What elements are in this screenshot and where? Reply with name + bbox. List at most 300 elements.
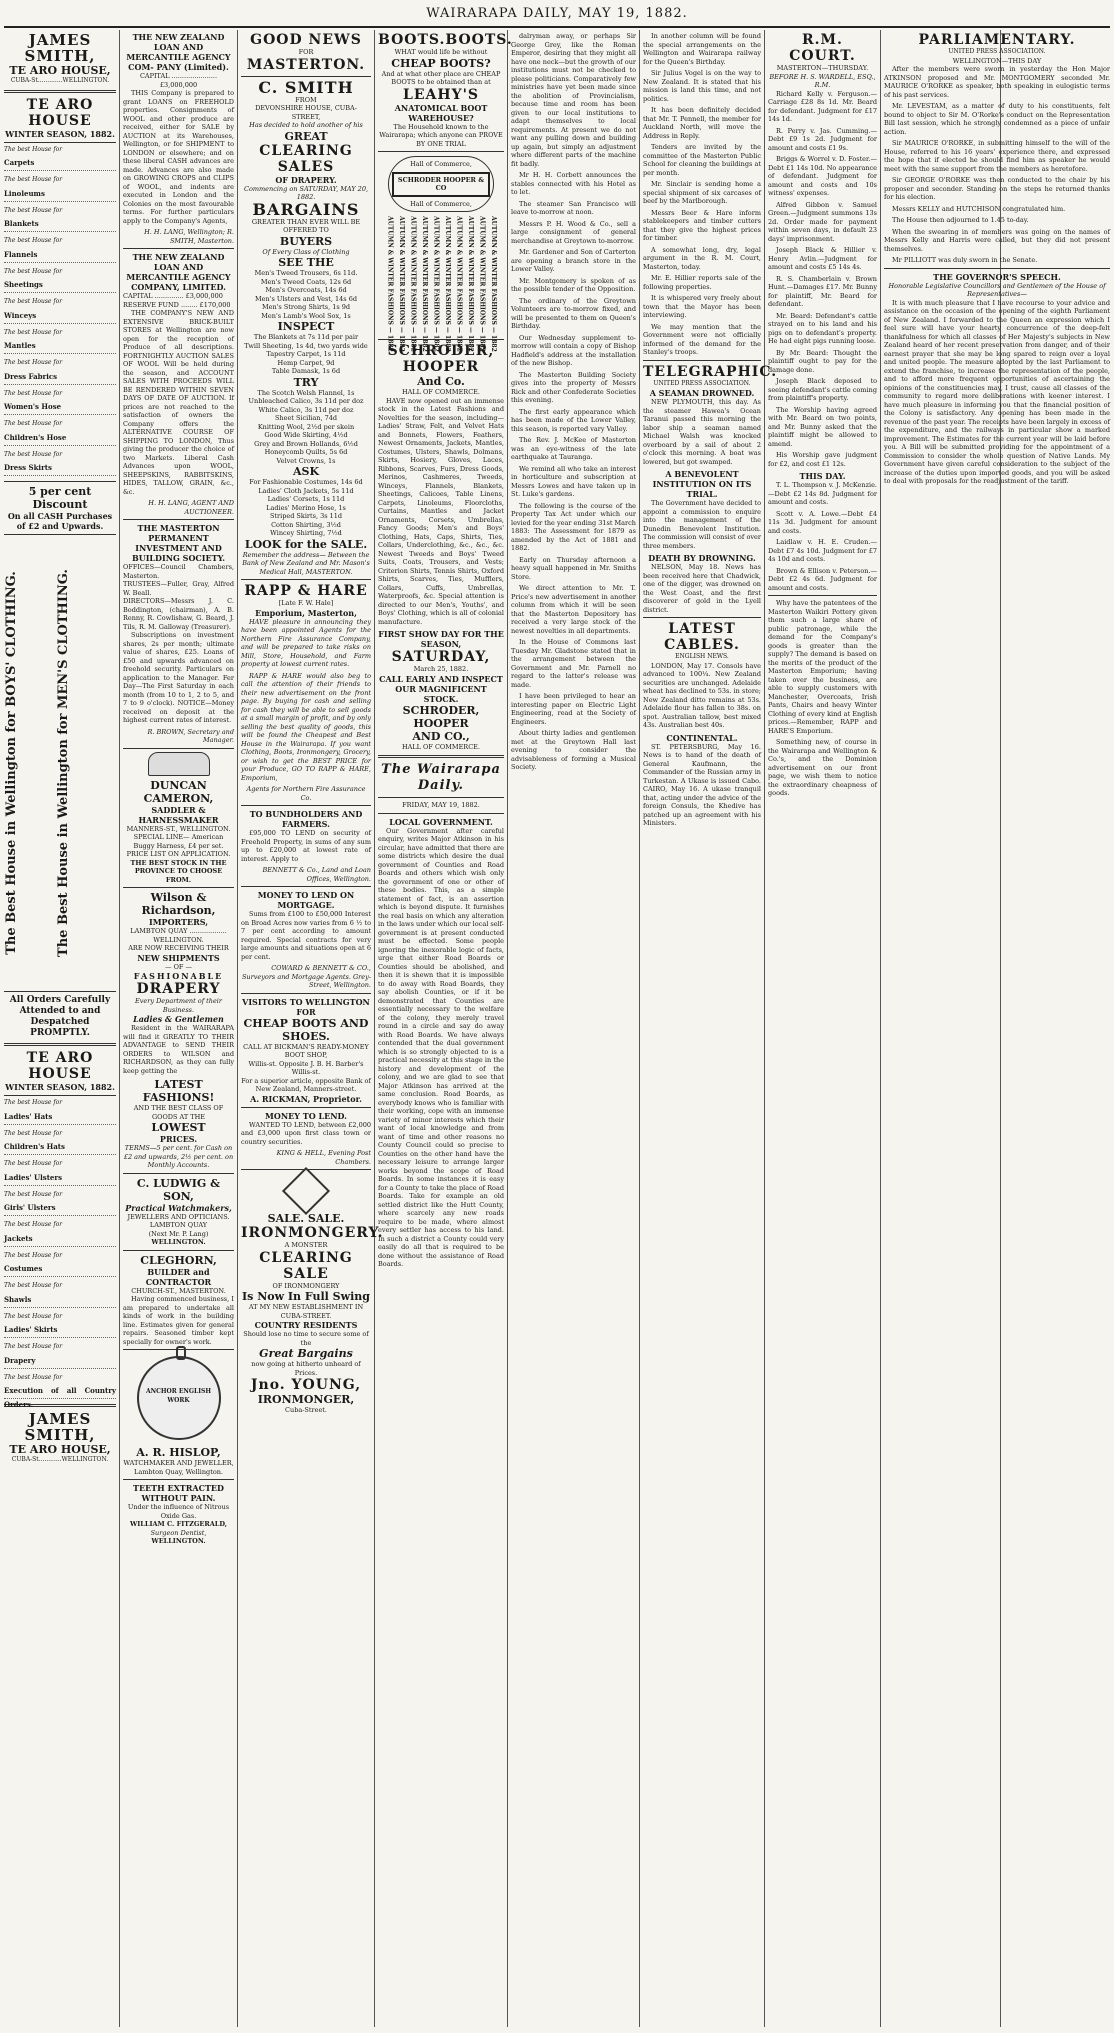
wilson-body: Resident in the WAIRARAPA will find it GREATLY TO THEIR ADVANTAGE to SEND THEIR ORDERS to WILSON and RICHARDSON, as they can fully keep getting the (123, 1024, 234, 1075)
call-early: CALL EARLY AND INSPECT OUR MAGNIFICENT STOCK. (379, 673, 503, 704)
capital-line-2: CAPITAL .............. £3,000,000 (123, 292, 223, 300)
autumn-fashions-line: AUTUMN & WINTER FASHIONS — 1882 (421, 216, 428, 352)
rapp-agents: Agents for Northern Fire Assurance Co. (246, 785, 366, 802)
stores-body: THE COMPANY'S NEW AND EXTENSIVE BRICK-BUILT STORES at Wellington are now open for the reception of Produce of all descriptions. FORTNIGHTLY AUCTION SALES OF WOOL Will be held during the season, and ACCOUNT SALES WITH PROCEEDS WILL BE RENDERED WITHIN SEVEN DAYS OF DATE OF AUCTION. If prices are not reached to the satisfaction of owners the Company offers the ALTERNATIVE COURSE OF SHIPPING TO LONDON, Thus giving the producer the choice of two Markets. Liberal Cash Advances upon WOOL, SHEEPSKINS, RABBITSKINS, HIDES, TALLOW, GRAIN, &c., &c. (123, 309, 234, 496)
masthead-rule (4, 26, 1110, 28)
duncan-name: DUNCAN CAMERON, (143, 778, 214, 805)
try-list-item: Knitting Wool, 2½d per skein (257, 422, 355, 431)
court-heading: R.M. COURT. (789, 32, 856, 64)
capital-line: CAPITAL ......................£3,000,000 (139, 72, 218, 89)
see-list-item: Men's Tweed Coats, 12s 6d (260, 277, 352, 286)
house-label: The best House for (4, 206, 63, 214)
rapp-body-1: HAVE pleasure in announcing they have been appointed Agents for the Northern Fire Assurance Company, and will be prepared to take risks on Mill, Store, Household, and Farm property at lowest current rates. (241, 617, 371, 668)
parl-p5: Messrs KELLY and HUTCHISON congratulated him. (892, 204, 1066, 213)
column-7 (768, 32, 877, 2025)
fitzgerald-city: WELLINGTON. (151, 1537, 206, 1545)
court-case: Joseph Black deposed to seeing defendant's cattle coming from plaintiff's property. (768, 377, 877, 402)
society-directors: DIRECTORS—Messrs J. C. Boddington, (chairman), A. B. Renny, R. Cowlishaw, G. Beard, J. Tils, R. M. Galloway (Treasurer). (123, 597, 234, 631)
young-name: Jno. YOUNG, (250, 1377, 362, 1393)
house-label: The best House for (4, 328, 63, 336)
loan-agency-heading: THE NEW ZEALAND LOAN AND MERCANTILE AGENCY COM- PANY (Limited). (126, 32, 231, 72)
firm-name: JAMES SMITH, (24, 31, 96, 65)
house-label: The best House for (4, 176, 63, 183)
inspect-list-item: Twill Sheeting, 1s 4d, two yards wide (244, 341, 368, 350)
society-office: OFFICES—Council Chambers, Masterton. (123, 563, 234, 580)
continental-body: ST. PETERSBURG, May 16. News is to hand of the death of General Kaufmann, the Commander of the Russian army in Turkestan. A Ukase is issued Cabo. CAIRO, May 16. A ukase tranquil that, acting under the advice of the foreign Consuls, the Khedive has patched up an agreement with his Ministers. (643, 742, 761, 827)
try-list-item: Sheet Sicilian, 74d (274, 414, 338, 422)
parl-p7: When the swearing in of members was going on the names of Messrs Kelly and Harris were called, but they did not present themselves. (884, 227, 1110, 253)
house-item: Children's Hats (4, 1140, 116, 1155)
this-day-cases (768, 481, 877, 592)
court-cases (768, 90, 877, 469)
column-rule (764, 30, 765, 2027)
boots-heading-row (378, 32, 513, 48)
court-case: T. L. Thompson v. J. McKenzie.—Debt £2 14s 8d. Judgment for amount and costs. (768, 481, 877, 506)
house-item: Blankets (4, 217, 116, 232)
notice-paragraph: Something new, of course in the Wairarapa and Wellington & Co.'s, and the Dominion advertisement on our front page, we wish them to notice the extraordinary cheapness of goods. (768, 738, 877, 797)
news-paragraph: Tenders are invited by the committee of the Masterton Public School for cleaning the buildings at per month. (643, 143, 761, 177)
sale-sale: SALE. SALE. (267, 1212, 345, 1225)
column-rule (119, 30, 120, 2027)
schroder-name-2: SCHRODER, HOOPER (402, 703, 480, 730)
news-paragraph: About thirty ladies and gentlemen met at the Greytown Hall last evening to consider the advisableness of forming a Musical Society. (511, 729, 636, 771)
wilson-terms: TERMS—5 per cent. for Cash on £2 and upwards, 2½ per cent. on Monthly Accounts. (123, 1144, 234, 1169)
vertical-clothing-ads (4, 538, 116, 988)
house-item: Children's Hose (4, 431, 116, 446)
rapp-emporium: Emporium, Masterton, (255, 607, 357, 618)
see-heading: SEE THE (278, 256, 334, 269)
ask-list-item: Striped Skirts, 3s 11d (269, 512, 343, 520)
great-bargains: Great Bargains (259, 1347, 353, 1360)
good-news-town: MASTERTON. (246, 56, 366, 73)
wilson-fashionable: FASHIONABLE (133, 971, 224, 981)
house-item: Flannels (4, 248, 116, 263)
autumn-fashions-line: AUTUMN & WINTER FASHIONS — 1882 (386, 216, 394, 352)
governor-heading: THE GOVERNOR'S SPEECH. (933, 271, 1061, 282)
wilson-drapery: DRAPERY (136, 981, 221, 997)
house-label: The best House for (4, 1312, 63, 1320)
house-label: The best House for (4, 298, 63, 305)
smith-decided: Has decided to hold another of his (249, 121, 363, 129)
wilson-ladies: Ladies & Gentlemen (133, 1014, 224, 1024)
english-news: ENGLISH NEWS. (675, 653, 729, 660)
news-paragraph: Messrs Beer & Hare inform stablekeepers and timber cutters that they give the highest prices for timber. (643, 208, 761, 242)
good-news-heading: GOOD NEWS (250, 32, 362, 48)
duncan-special: SPECIAL LINE— American Buggy Harness, £4 per set. (133, 833, 224, 850)
news-paragraph: Early on Thursday afternoon a heavy squall happened in Mr. Smiths Store. (511, 555, 636, 581)
of-ironmongery: OF IRONMONGERY (272, 1281, 340, 1290)
try-list-item: Good Wide Skirting, 4½d (264, 431, 348, 439)
house-item: Linoleums (4, 187, 116, 202)
try-list (241, 389, 371, 466)
new-establishment: AT MY NEW ESTABLISHMENT IN CUBA-STREET. (248, 1303, 364, 1320)
mens-clothing-vertical: The Best House in Wellington for MEN'S CLOTHING. (56, 569, 71, 957)
boys-clothing-vertical: The Best House in Wellington for BOYS' CLOTHING. (4, 571, 19, 955)
good-news-for: FOR (298, 48, 314, 56)
autumn-fashions-line: AUTUMN & WINTER FASHIONS — 1882 (478, 216, 486, 352)
cheap-boots: CHEAP BOOTS? (391, 56, 491, 70)
news-paragraph: We remind all who take an interest in horticulture and subscription at Messrs Lowes and have taken up in St. Luke's gardens. (511, 464, 636, 498)
money-to-lend-heading: MONEY TO LEND. (265, 1110, 347, 1121)
house-label: The best House for (4, 1373, 63, 1381)
wanted-signature: KING & HELL, Evening Post Chambers. (276, 1149, 371, 1166)
drowning-heading: DEATH BY DROWNING. (648, 553, 756, 563)
leahys-name: LEAHY'S (403, 86, 479, 103)
news-paragraph: Sir Julius Vogel is on the way to New Zealand. It is stated that his mission is land this time, and not politics. (643, 69, 761, 103)
bickman-superior: For a superior article, opposite Bank of New Zealand, Manners-street. (241, 1076, 371, 1093)
court-case: R. Perry v. Jas. Cumming.—Debt £9 1s 2d. Judgment for amount and costs £1 9s. (768, 126, 877, 152)
wilson-qualities: AND THE BEST CLASS OF GOODS AT THE (133, 1104, 224, 1121)
hooper-name: HOOPER (402, 359, 480, 375)
seaman-body: NEW PLYMOUTH, this day. As the steamer Hawea's Ocean Taranui passed this morning the labor ship a seaman named Michael Walsh was knocked overboard by a sail of about 2 o'clock this morning. A boat was lowered, but got swamped. (643, 398, 761, 466)
news-paragraph: The Masterton Building Society gives into the property of Messrs Rick and other Confederate Societies this evening. (511, 370, 636, 404)
saddle-icon (148, 752, 210, 776)
loan-agency-body: THIS Company is prepared to grant LOANS on FREEHOLD properties. Consignments of WOOL and other produce are received, either for SALE by AUCTION at its Warehouses, Wellington, or for SHIPMENT to LONDON or elsewhere; and on these liberal CASH advances are made. Advances are also made on GROWING CROPS and CLIPS of WOOL, and indents are executed in London and the Colonies on the most favourable terms. For further particulars apply to the Company's Agents, (123, 89, 234, 225)
inspect-list-item: The Blankets at 7s 11d per pair (253, 333, 359, 341)
boots-heading-2: BOOTS. (445, 32, 513, 48)
news-paragraph: The steamer San Francisco will leave to-morrow at noon. (511, 199, 636, 216)
news-paragraph: It is whispered very freely about town that the Mayor has been interviewing. (643, 294, 761, 319)
news-paragraph: Our Wednesday supplement to-morrow will contain a copy of Bishop Hadfield's address at the installation of the new Bishop. (511, 333, 636, 367)
news-paragraph: The following is the course of the Property Tax Act under which our levied for the year ending 31st March 1883: The Assessment for 1879 as amended by the Act of 1881 and 1882. (511, 501, 636, 552)
column-rule (237, 30, 238, 2027)
rapp-late: [Late F. W. Hale] (278, 599, 334, 607)
ludwig-lambton-2: (Next Mr. P. Lang) (148, 1229, 209, 1238)
parliamentary-dateline: WELLINGTON—THIS DAY (952, 56, 1042, 65)
smith-name: C. SMITH (258, 77, 354, 97)
news-items (643, 32, 761, 357)
news-paragraph: The ordinary of the Greytown Volunteers are to-morrow fixed, and will be presented to them on Queen's Birthday. (511, 296, 636, 330)
stamp-icon (282, 1167, 330, 1215)
rapp-body-2: RAPP & HARE would also beg to call the attention of their friends to their new advertisement on the front page. By buying for cash and selling for cash they will be able to sell goods at a small margin of profit, and by only selling the best quality of goods, this will be found the Cheapest and Best House in the Wairarapa. If you want Clothing, Boots, Ironmongery, Grocery, or wish to get the BEST PRICE for your Produce, GO TO RAPP & HARE, Emporium, (241, 671, 371, 782)
house-item: Drapery (4, 1354, 116, 1369)
autumn-fashions-line: AUTUMN & WINTER FASHIONS — 1882 (490, 216, 497, 352)
telegraphic-assoc: UNITED PRESS ASSOCIATION. (653, 379, 751, 387)
first-show: FIRST SHOW DAY FOR THE SEASON, (378, 629, 504, 649)
column-1 (4, 32, 116, 2025)
autumn-fashions-line: AUTUMN & WINTER FASHIONS — 1882 (398, 216, 405, 352)
house-item: Girls' Ulsters (4, 1201, 116, 1216)
try-list-item: Honeycomb Quilts, 5s 6d (264, 448, 348, 456)
parl-p2: Mr. LEVESTAM, as a matter of duty to his constituents, felt bound to object to Sir M. O'Rorke's conduct on the Representation Bill last session, which he strongly condemned as a piece of unfair action. (884, 102, 1110, 136)
parliamentary-heading: PARLIAMENTARY. (918, 32, 1076, 48)
parl-p1: After the members were sworn in yesterday the Hon Major ATKINSON proposed and Mr. MONTGOMERY seconded Mr. MAURICE O'RORKE as speaker, both speaking in eulogistic terms of his past services. (884, 65, 1110, 99)
ask-heading: ASK (292, 465, 320, 478)
house-label: The best House for (4, 1221, 63, 1228)
ask-list-item: Ladies' Merino Hose, 1s (266, 503, 346, 512)
country-residents: COUNTRY RESIDENTS (254, 1320, 358, 1330)
footer-address: CUBA-St............WELLINGTON. (11, 1456, 109, 1463)
teeth-body: Under the influence of Nitrous Oxide Gas. (127, 1503, 230, 1520)
masthead: WAIRARAPA DAILY, MAY 19, 1882. (426, 6, 688, 21)
sale-address: Remember the address— Between the Bank of New Zealand and Mr. Mason's Medical Hall, MASTERTON. (242, 550, 370, 576)
loan-agency-heading-2: THE NEW ZEALAND LOAN AND MERCANTILE AGENCY COMPANY, LIMITED. (126, 252, 231, 292)
wilson-shipments: NEW SHIPMENTS (137, 952, 220, 963)
society-body: Subscriptions on investment shares, 2s per month; ultimate value of shares, £25. Loans of £50 and upwards advanced on freehold security. Particulars on application to the Manager. Fer Day—The First Saturday in each month (from 10 to 1, 2 to 5, and 7 to 9 o'clock). NOTICE—Money received on deposit at the highest current rates of interest. (123, 631, 234, 724)
fitzgerald-name: WILLIAM C. FITZGERALD, (129, 1520, 228, 1528)
ludwig-name: C. LUDWIG & SON, (136, 1176, 221, 1203)
smith-great: GREAT (284, 129, 328, 143)
paper-nameplate: The Wairarapa Daily. (381, 762, 501, 793)
news-paragraph: Messrs P. H. Wood & Co., sell a large consignment of general merchandise at Greytown to-morrow. (511, 219, 636, 245)
reserve-line: RESERVE FUND ........ £170,000 (123, 300, 231, 309)
house-list-2 (4, 1099, 116, 1409)
clearing-sale-heading: CLEARING SALE (259, 1249, 353, 1282)
look-for-sale: LOOK for the SALE. (244, 537, 368, 551)
seaman-heading: A SEAMAN DROWNED. (649, 388, 755, 398)
house-label: The best House for (4, 1251, 63, 1259)
ask-list (241, 478, 371, 538)
news-paragraph: Mr H. H. Corbett announces the stables connected with his Hotel as to let. (511, 171, 636, 196)
house-list (4, 146, 116, 477)
money-body: Sums from £100 to £50,000 Interest on Broad Acres now varies from 6 ½ to 7 per cent according to amount required. Special contracts for very large amounts and situations open at 6 per cent. (241, 910, 371, 961)
court-case: Richard Kelly v. Ferguson.—Carriage £28 8s 1d. Mr. Beard for defendant. Judgment for £17 14s 1d. (768, 89, 877, 123)
watch-label: ANCHOR ENGLISH WORK (145, 1388, 212, 1404)
wilson-latest: LATEST FASHIONS! (142, 1078, 215, 1104)
telegraphic-heading: TELEGRAPHIC. (643, 363, 778, 380)
duncan-price: PRICE LIST ON APPLICATION. (126, 850, 231, 858)
inspect-list-item: Hemp Carpet, 9d (277, 358, 335, 367)
autumn-fashions-line: AUTUMN & WINTER FASHIONS — 1882 (455, 216, 463, 352)
teeth-heading: TEETH EXTRACTED WITHOUT PAIN. (133, 1483, 224, 1503)
leahys-household: The Household known to the Wairarapa; which anyone can PROVE BY ONE TRIAL (379, 122, 503, 148)
smith-bargains: BARGAINS (252, 199, 360, 219)
benevolent-heading: A BENEVOLENT INSTITUTION ON ITS TRIAL. (652, 469, 752, 499)
see-list (241, 269, 371, 320)
house-label: The best House for (4, 389, 63, 397)
house-label: The best House for (4, 267, 63, 275)
court-case: Scott v. A. Lowe.—Debt £4 11s 3d. Judgment for amount and costs. (768, 509, 877, 535)
court-case: R. S. Chamberlain v. Brown Hunt.—Damages £17. Mr. Bunny for plaintiff, Mr. Beard for defendant. (768, 274, 877, 308)
try-list-item: Velvet Crowns, 1s (276, 456, 336, 465)
column-6 (643, 32, 778, 2025)
leahys-warehouse: ANATOMICAL BOOT WAREHOUSE? (394, 102, 488, 123)
house-item: Execution of all Country Orders. (4, 1386, 116, 1409)
try-heading: TRY (293, 375, 319, 389)
wilson-receiving: ARE NOW RECEIVING THEIR (128, 944, 229, 952)
wilson-lowest: LOWEST (151, 1121, 206, 1134)
boots-heading: BOOTS. (378, 32, 446, 48)
monster-line: A MONSTER (284, 1241, 328, 1249)
society-signature: R. BROWN, Secretary and Manager. (147, 727, 234, 744)
logo-hall-2: Hall of Commerce, (410, 199, 472, 208)
column-3 (241, 32, 384, 2025)
autumn-fashions-line: AUTUMN & WINTER FASHIONS — 1882 (444, 216, 451, 352)
news-paragraph: Mr. Sinclair is sending home a special shipment of six carcases of beef by the Marlborough. (643, 180, 761, 205)
house-item: Dress Fabrics (4, 370, 116, 385)
show-saturday: SATURDAY, (391, 649, 491, 665)
cleghorn-body: Having commenced business, I am prepared to undertake all kinds of work in the building line. Estimates given for general repairs. Seasoned timber kept specially for owner's work. (123, 1295, 234, 1346)
column-rule (507, 30, 508, 2027)
news-paragraph: The first early appearance which has been made of the Lower Valley, this season, is reported vary Valley. (511, 407, 636, 433)
hislop-address: Lambton Quay, Wellington. (134, 1467, 223, 1476)
loan-agents: H. H. LANG, Wellington; R. SMITH, Masterton. (144, 228, 234, 245)
court-case: Laidlaw v. H. E. Cruden.—Debt £7 4s 10d. Judgment for £7 4s 10d and costs. (768, 538, 877, 563)
wanted-body: WANTED TO LEND, between £2,000 and £3,000 upon first class town or country securities. (241, 1120, 371, 1146)
house-label: The best House for (4, 450, 63, 458)
smith-every-class: Of Every Class of Clothing (262, 247, 350, 256)
see-list-item: Men's Overcoats, 14s 6d (265, 286, 347, 294)
court-before: BEFORE H. S. WARDELL, ESQ., R.M. (769, 72, 876, 89)
news-paragraph: A somewhat long, dry, legal argument in the R. M. Court, Masterton, today. (643, 245, 761, 271)
smith-from: FROM (295, 95, 317, 104)
young-address: Cuba-Street. (285, 1406, 327, 1414)
court-case: His Worship gave judgment for £2, and cost £1 12s. (768, 451, 877, 468)
news-paragraph: We may mention that the Government were not officially informed of the demand for the Stanley's troops. (643, 322, 761, 356)
column-rule (639, 30, 640, 2027)
season-line: WINTER SEASON, 1882. (5, 128, 115, 139)
leader-body: Our Government after careful enquiry, writes Major Atkinson in his circular, have admitted that there are some districts which desire the dual government of Counties and Road Boards and others which wish only the government of one or other of these bodies. This, as a simple statement of fact, is an assertion which is beyond dispute. It furnishes the real basis on which any alteration in the laws under which our local self-government is at present conducted must be effected. Some people ignoring the inexorable logic of facts, urge that either Road Boards or Counties should be abolished, and then it is shewn that it is impossible to do away with Road Boards, they say abolish Counties, or if it be demonstrated that Counties are essentially necessary to the welfare of the colony, they merely travel round in a circle and say do away with Road Boards. We have always contended that the dual government which is so strongly objected to is a practical necessity at this stage in the history and development of the colony, and we are glad to see that Major Atkinson has arrived at the same conclusion. Road Boards, as everybody knows who is familiar with their working, cope with an immense variety of minor interests which their want of local knowledge and from want of time and other reasons no County Council could so precise to Counties on the other hand have the necessary leisure to arrange larger works beyond the scope of Road Boards. In some instances it is easy for a County to take the place of Road Boards. Take for example an old settled district like the Hutt County, where scarcely any new roads require to be made, where almost every settler has access to his land. In such a district a County could very easily do all that is required to be done without the assistance of Road Boards. (378, 826, 504, 1268)
house-label: The best House for (4, 237, 63, 244)
house-heading: TE ARO HOUSE (26, 96, 94, 129)
house-item: Mantles (4, 339, 116, 354)
wilson-prices: PRICES. (159, 1134, 198, 1144)
logo-schroder: SCHRODER HOOPER & CO (392, 172, 490, 197)
court-case: By Mr. Beard: Thought the plaintiff ought to pay for the damage done. (768, 348, 877, 374)
try-list-item: White Calico, 3s 11d per doz (258, 405, 354, 414)
cables-heading: LATEST CABLES. (664, 621, 740, 653)
house-item: Dress Skirts (4, 461, 116, 476)
parliamentary-assoc: UNITED PRESS ASSOCIATION. (948, 48, 1046, 55)
autumn-fashions-line: AUTUMN & WINTER FASHIONS — 1882 (467, 216, 474, 352)
column-2 (123, 32, 234, 2025)
parl-p3: Sir MAURICE O'RORKE, in submitting himself to the will of the House, referred to his 16 years' experience there, and expressed the hope that if elected he should find him as speaker he would meet with the same support from the members as heretofore. (884, 139, 1110, 173)
schroder-hall-2: HALL OF COMMERCE. (401, 742, 480, 751)
house-item: Women's Hose (4, 400, 116, 415)
money-signature: COWARD & BENNETT & CO., Surveyors and Mortgage Agents. Grey-Street, Wellington. (241, 964, 371, 989)
rickman-proprietor: A. RICKMAN, Proprietor. (250, 1093, 362, 1104)
see-list-item: Men's Strong Shirts, 1s 9d (261, 303, 351, 311)
house-label: The best House for (4, 145, 63, 153)
governor-speech: It is with much pleasure that I have recourse to your advice and assistance on the occasion of the opening of the eighth Parliament of New Zealand. I forwarded to the Queen an expression which I feel sure will have your hearty concurrence of the deep-felt thankfulness for which all classes of Her Majesty's subjects in New Zealand heard of her recent preservation from danger, and of their earnest prayer that she may be long spared to reign over a loyal and united people. The measure adopted by the last Parliament to extend the franchise, to increase the representation of the people, and to afford more frequent opportunities of ascertaining the opinions of the constituencies may, I trust, cause all classes of the community to regard more deliberations with keener interest. I have much pleasure in informing you that the financial position of the Colony is satisfactory. Any opening has been made in the revenue of the past year. The receipts have been largely in excess of the expenditure, and the railways in particular show a marked improvement. The Estimates for the current year will be laid before you. A Bill will be submitted providing for the appointment of a Commission to consider the whole question of Native Lands. My Government have given careful consideration to the subject of the increase of the duties upon imported goods, and you will be asked to deal with proposals for the readjustment of the tariff. (884, 298, 1110, 485)
show-date: March 25, 1882. (413, 665, 469, 673)
discount-heading: 5 per cent Discount (28, 485, 92, 511)
season-line-2: WINTER SEASON, 1882. (5, 1082, 115, 1092)
news-paragraph: The Rev. J. McKee of Masterton was an eye-witness of the late earthquake at Tauranga. (511, 436, 636, 461)
column-4 (378, 32, 513, 2025)
house-item: Sheetings (4, 278, 116, 293)
store-name: TE ARO HOUSE, (9, 64, 111, 77)
wilson-of: — OF — (165, 962, 192, 971)
house-item: Jackets (4, 1232, 116, 1247)
leader-continued: dalryman away, or perhaps Sir George Grey, like the Roman Emperor, desiring that they might all have one neck—but the growth of our institutions must not be checked to please politicians. Comparatively few ministries have yet been made since the abolition of Provincialism, because time and room has been given to our local institutions to adapt themselves to local requirements. At present we do not want any pulling down and building up again, but simply an adjustment where different parts of the machine fit badly. (511, 32, 636, 168)
duncan-address: MANNERS-ST., WELLINGTON. (126, 824, 231, 833)
column-5 (511, 32, 636, 2025)
schroder-name: SCHRODER, (387, 343, 495, 359)
cleghorn-trade: BUILDER and CONTRACTOR (145, 1266, 212, 1287)
column-rule (880, 30, 881, 2027)
ironmongery-heading: IRONMONGERY. (241, 1225, 384, 1241)
unheard-prices: now going at hitherto unheard of Prices. (251, 1360, 361, 1377)
see-list-item: Men's Tweed Trousers, 6s 11d. (254, 269, 358, 277)
inspect-list-item: Tapestry Carpet, 1s 11d (266, 350, 346, 358)
pottery-paragraph: Why have the patentees of the Masterton Waikiri Pottery given them such a large share of public patronage, while the demand for the Company's goods is greater than the supply? The demand is based on the merits of the product of the Masterton Emporium; having taken over the business, are able to supply customers with Manchester, Overcoats, Irish Pants, Chairs and heavy Winter Clothing of every kind at English prices.—Remember, RAPP and HARE'S Emporium. (768, 599, 877, 735)
lose-no-time: Should lose no time to secure some of the (243, 1330, 369, 1347)
house-label: The best House for (4, 420, 63, 427)
cleghorn-address: CHURCH-ST., MASTERTON. (131, 1286, 226, 1295)
try-list-item: Grey and Brown Hollands, 6½d (254, 439, 358, 448)
news-paragraph: In another column will be found the special arrangements on the Wellington and Wairarapa railway for the Queen's Birthday. (643, 32, 761, 66)
schroder-and-co: And Co. (417, 375, 465, 388)
try-list-item: The Scotch Welsh Flannel, 1s (257, 388, 355, 397)
news-paragraph: Mr. Montgomery is spoken of as the possible tender of the Opposition. (511, 276, 636, 293)
ask-list-item: Ladies' Cloth Jackets, 5s 11d (258, 486, 354, 495)
schroder-and-co-2: AND CO., (412, 729, 470, 743)
ask-list-item: For Fashionable Costumes, 14s 6d (249, 478, 363, 486)
visitors-heading: VISITORS TO WELLINGTON FOR (242, 996, 370, 1017)
parl-p8: Mr PILLIOTT was duly sworn in the Senate. (892, 256, 1038, 264)
store-address: CUBA-St.............WELLINGTON. (10, 77, 110, 84)
schroder-hall: HALL OF COMMERCE. (401, 388, 480, 396)
hislop-name: A. R. HISLOP, (136, 1446, 221, 1459)
ludwig-trade: Practical Watchmakers, (125, 1202, 232, 1213)
ask-list-item: Ladies' Corsets, 1s 11d (267, 495, 345, 503)
news-paragraph: Mr. E. Hillier reports sale of the following properties. (643, 274, 761, 291)
leader-heading: LOCAL GOVERNMENT. (389, 816, 493, 827)
lend-body: £95,000 TO LEND on security of Freehold Property, in sums of any sum up to £20,000 at lowest rate of interest. Apply to (241, 829, 371, 863)
young-trade: IRONMONGER, (257, 1393, 355, 1406)
see-list-item: Men's Ulsters and Vest, 14s 6d (254, 294, 358, 303)
wilson-address: LAMBTON QUAY .................. WELLINGTON. (130, 927, 227, 944)
court-case: Joseph Black & Hillier v. Henry Avlin.—Judgment for amount and costs £5 14s 4s. (768, 246, 877, 271)
footer-store: TE ARO HOUSE, (9, 1443, 111, 1456)
bickman-willis: Willis-st. Opposite J. B. H. Barber's Willis-st. (248, 1059, 364, 1076)
boots-what: WHAT would life be without (394, 48, 488, 56)
ludwig-city: WELLINGTON. (151, 1238, 206, 1246)
duncan-trade: SADDLER & HARNESSMAKER (138, 804, 219, 825)
court-case: Brown & Ellison v. Peterson.—Debt £2 4s 6d. Judgment for amount and costs. (768, 566, 877, 592)
court-case: Briggs & Worrel v. D. Foster.—Debt £1 14s 10d. No appearance of defendant. Judgment for amount and costs and 10s witness' expenses. (768, 155, 877, 197)
wilson-every-dept: Every Department of their Business. (134, 997, 222, 1014)
duncan-stock: THE BEST STOCK IN THE PROVINCE TO CHOOSE FROM. (130, 858, 227, 884)
society-trustees: TRUSTEES—Fuller, Gray, Alfred W. Beall. (123, 580, 234, 597)
house-item: Costumes (4, 1262, 116, 1277)
ludwig-lambton: LAMBTON QUAY (149, 1221, 208, 1229)
court-case: Mr. Beard: Defendant's cattle strayed on to his land and his pigs on to defendant's property. He had eight pigs running loose. (768, 311, 877, 345)
house-heading-2: TE ARO HOUSE (26, 1050, 94, 1082)
ludwig-jewellers: JEWELLERS AND OPTICIANS. (127, 1212, 230, 1221)
ask-list-item: Wincey Shirting, 7½d (270, 529, 342, 537)
house-label: The best House for (4, 1282, 63, 1289)
smith-drapery: OF DRAPERY. (275, 174, 337, 185)
building-society-heading: THE MASTERTON PERMANENT INVESTMENT AND BUILDING SOCIETY. (131, 523, 226, 563)
logo-hall: Hall of Commerce, (410, 160, 472, 168)
smith-clearing: CLEARING SALES (259, 142, 353, 175)
parl-p6: The House then adjourned to 1.45 to-day. (892, 216, 1029, 224)
ask-list-item: Cotton Shirting, 3½d (271, 520, 341, 529)
house-item: Ladies' Ulsters (4, 1171, 116, 1186)
benevolent-body: The Government have decided to appoint a commission to enquire into the management of the Dunedin Benevolent Institution. The commission will consist of over three members. (643, 499, 761, 550)
parl-p4: Sir GEORGE O'RORKE was then conducted to the chair by his proposer and seconder. Standing on the steps he returned thanks for his election. (884, 176, 1110, 201)
house-item: Shawls (4, 1293, 116, 1308)
column-rule (374, 30, 375, 2027)
house-label: The best House for (4, 359, 63, 366)
news-paragraph: Mr. Gardener and Son of Carterton are opening a branch store in the Lower Valley. (511, 248, 636, 273)
court-day: MASTERTON—THURSDAY. (776, 64, 869, 72)
cheap-boots-heading: CHEAP BOOTS AND SHOES. (243, 1016, 369, 1043)
house-item: Ladies' Skirts (4, 1323, 116, 1338)
full-swing: Is Now In Full Swing (242, 1290, 370, 1303)
boots-and-what: And at what other place are CHEAP BOOTS to be obtained than at (381, 69, 501, 86)
local-news-items (511, 171, 636, 772)
column-8 (884, 32, 1110, 2025)
money-heading: MONEY TO LEND ON MORTGAGE. (257, 890, 355, 910)
inspect-list-item: Table Damask, 1s 6d (271, 367, 341, 375)
footer-firm: JAMES SMITH, (24, 1410, 96, 1444)
house-label: The best House for (4, 1190, 63, 1198)
schroder-oval-logo (388, 156, 494, 212)
house-item: Ladies' Hats (4, 1110, 116, 1125)
